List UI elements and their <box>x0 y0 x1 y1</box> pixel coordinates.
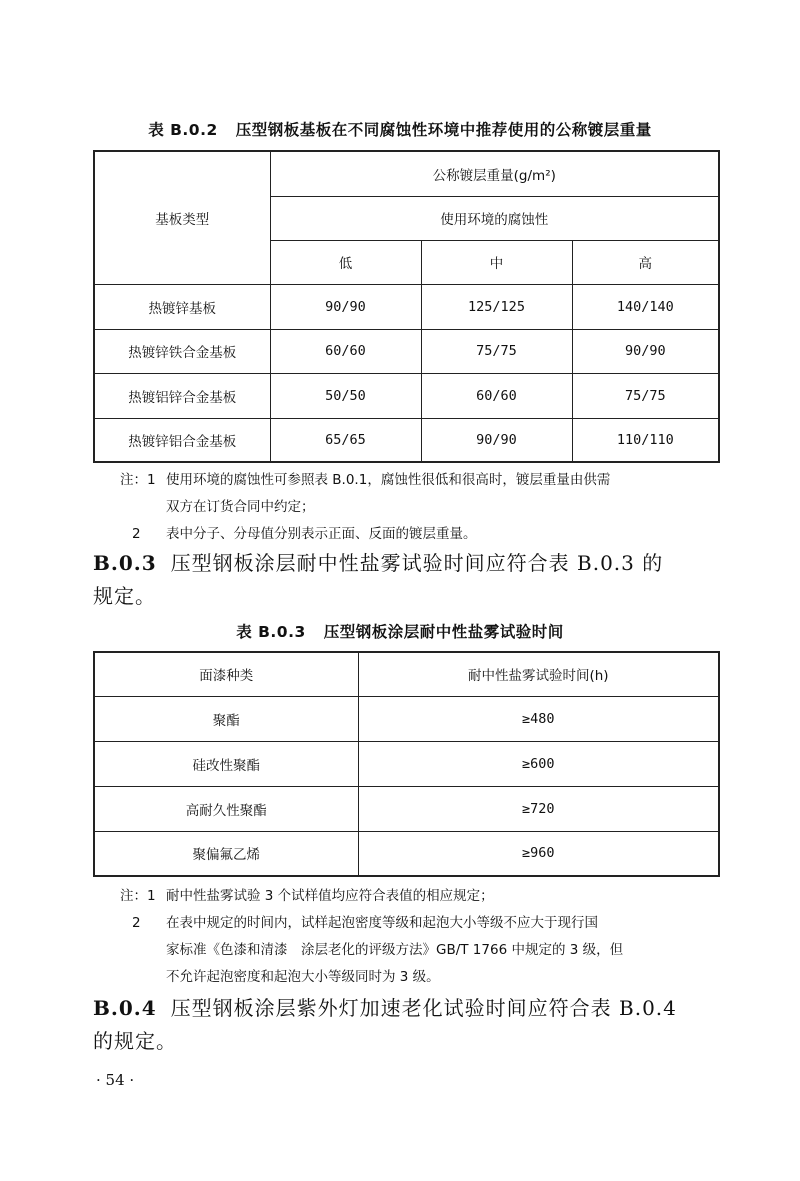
header-base-type: 基板类型 <box>94 151 270 284</box>
table-b02 <box>93 150 720 463</box>
test-time-cell: ≥480 <box>358 696 719 741</box>
paint-type-cell: 聚偏氟乙烯 <box>94 831 358 876</box>
low-cell: 50/50 <box>270 373 421 418</box>
page-number: · 54 · <box>96 1071 135 1089</box>
paragraph-line-2: 规定。 <box>93 584 156 608</box>
high-cell: 90/90 <box>572 329 719 373</box>
paragraph-line-2: 的规定。 <box>93 1029 177 1053</box>
test-time-cell: ≥600 <box>358 741 719 786</box>
base-type-cell: 热镀锌铁合金基板 <box>94 329 270 373</box>
mid-cell: 60/60 <box>421 373 572 418</box>
note-indent <box>120 964 166 991</box>
note-indent <box>120 937 166 964</box>
table-b02-notes <box>120 467 720 548</box>
table-b03-caption-number: 表 B.0.3 <box>236 623 306 641</box>
header-test-time: 耐中性盐雾试验时间(h) <box>358 652 719 696</box>
table-b03 <box>93 651 720 877</box>
test-time-cell: ≥720 <box>358 786 719 831</box>
table-row <box>94 831 719 876</box>
note-2-number: 2 <box>132 915 141 931</box>
note-2-line-2: 家标准《色漆和清漆 涂层老化的评级方法》GB/T 1766 中规定的 3 级，但 <box>166 942 624 958</box>
note-label: 注：1 <box>120 888 156 904</box>
low-cell: 90/90 <box>270 284 421 329</box>
table-row <box>94 418 719 462</box>
paragraph-b03 <box>93 547 723 613</box>
note-2 <box>120 910 720 937</box>
mid-cell: 75/75 <box>421 329 572 373</box>
base-type-cell: 热镀锌基板 <box>94 284 270 329</box>
header-corrosivity: 使用环境的腐蚀性 <box>270 196 719 240</box>
high-cell: 75/75 <box>572 373 719 418</box>
test-time-cell: ≥960 <box>358 831 719 876</box>
table-row <box>94 741 719 786</box>
base-type-cell: 热镀铝锌合金基板 <box>94 373 270 418</box>
table-b03-caption <box>0 620 800 642</box>
note-label: 注：1 <box>120 472 156 488</box>
section-number: B.0.3 <box>93 551 157 575</box>
note-2-text: 表中分子、分母值分别表示正面、反面的镀层重量。 <box>166 526 477 542</box>
section-number: B.0.4 <box>93 996 157 1020</box>
note-1-text: 耐中性盐雾试验 3 个试样值均应符合表值的相应规定； <box>166 888 494 904</box>
paint-type-cell: 聚酯 <box>94 696 358 741</box>
note-1 <box>120 467 720 494</box>
mid-cell: 125/125 <box>421 284 572 329</box>
paint-type-cell: 高耐久性聚酯 <box>94 786 358 831</box>
note-1-continued <box>120 494 720 521</box>
header-high: 高 <box>572 240 719 284</box>
table-b03-notes <box>120 883 720 991</box>
table-b03-caption-title: 压型钢板涂层耐中性盐雾试验时间 <box>323 623 564 641</box>
table-b02-caption <box>0 118 800 140</box>
note-1 <box>120 883 720 910</box>
table-row <box>94 284 719 329</box>
table-b02-caption-title: 压型钢板基板在不同腐蚀性环境中推荐使用的公称镀层重量 <box>235 121 652 139</box>
table-b02-caption-number: 表 B.0.2 <box>148 121 218 139</box>
header-mid: 中 <box>421 240 572 284</box>
high-cell: 140/140 <box>572 284 719 329</box>
note-2-line-3: 不允许起泡密度和起泡大小等级同时为 3 级。 <box>166 969 440 985</box>
mid-cell: 90/90 <box>421 418 572 462</box>
paragraph-line-1: 压型钢板涂层耐中性盐雾试验时间应符合表 B.0.3 的 <box>170 551 664 575</box>
note-2-line-1: 在表中规定的时间内，试样起泡密度等级和起泡大小等级不应大于现行国 <box>166 915 598 931</box>
table-row <box>94 329 719 373</box>
paragraph-line-1: 压型钢板涂层紫外灯加速老化试验时间应符合表 B.0.4 <box>170 996 677 1020</box>
note-indent <box>120 494 166 521</box>
header-paint-type: 面漆种类 <box>94 652 358 696</box>
header-coating-weight: 公称镀层重量(g/m²) <box>270 151 719 196</box>
table-row <box>94 696 719 741</box>
base-type-cell: 热镀锌铝合金基板 <box>94 418 270 462</box>
header-low: 低 <box>270 240 421 284</box>
note-1-line-2: 双方在订货合同中约定； <box>166 499 315 515</box>
low-cell: 65/65 <box>270 418 421 462</box>
note-2-continued <box>120 937 720 964</box>
note-2-number: 2 <box>132 526 141 542</box>
high-cell: 110/110 <box>572 418 719 462</box>
note-2 <box>120 521 720 548</box>
table-row <box>94 786 719 831</box>
note-1-line-1: 使用环境的腐蚀性可参照表 B.0.1，腐蚀性很低和很高时，镀层重量由供需 <box>166 472 611 488</box>
paint-type-cell: 硅改性聚酯 <box>94 741 358 786</box>
table-row <box>94 373 719 418</box>
low-cell: 60/60 <box>270 329 421 373</box>
note-2-continued-2 <box>120 964 720 991</box>
paragraph-b04 <box>93 992 723 1058</box>
